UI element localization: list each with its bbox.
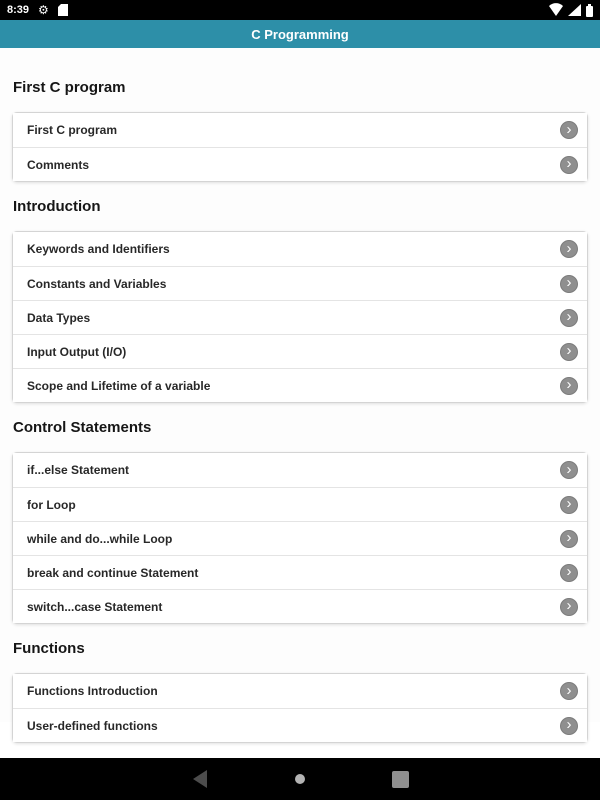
battery-icon: [586, 4, 593, 17]
list-item[interactable]: [13, 300, 587, 334]
chevron-right-icon: ›: [560, 309, 578, 327]
list-item-label: break and continue Statement: [27, 565, 199, 580]
app-bar: [0, 20, 600, 48]
list-item[interactable]: [13, 487, 587, 521]
list-item[interactable]: [13, 674, 587, 708]
status-time: 8:39: [7, 4, 30, 16]
list-group: [12, 452, 588, 624]
cellular-signal-icon: [568, 4, 581, 16]
list-item-label: Keywords and Identifiers: [27, 242, 170, 256]
status-bar-left: [7, 4, 68, 16]
chevron-right-icon: ›: [560, 121, 578, 139]
chevron-right-icon: ›: [560, 496, 578, 514]
list-item[interactable]: [13, 368, 587, 402]
sim-card-icon: [58, 4, 68, 16]
list-item-label: First C program: [27, 123, 118, 137]
content-scroll-area[interactable]: [0, 48, 600, 733]
home-icon: [295, 774, 305, 784]
list-item-label: while and do...while Loop: [27, 531, 173, 546]
status-bar: [0, 0, 600, 20]
list-item[interactable]: [13, 334, 587, 368]
list-item[interactable]: [13, 113, 587, 147]
gear-icon: ⚙: [38, 3, 49, 17]
list-item[interactable]: [13, 589, 587, 623]
list-item-label: Input Output (I/O): [27, 344, 127, 359]
list-item-label: Constants and Variables: [27, 276, 167, 291]
section-title: Control Statements: [13, 419, 152, 436]
list-item[interactable]: [13, 521, 587, 555]
chevron-right-icon: ›: [560, 377, 578, 395]
section-title: Functions: [13, 640, 85, 657]
home-button[interactable]: [250, 774, 350, 784]
section-title: First C program: [13, 79, 126, 96]
list-item[interactable]: [13, 555, 587, 589]
recents-button[interactable]: [350, 771, 450, 788]
chevron-right-icon: ›: [560, 461, 578, 479]
list-item-label: for Loop: [27, 497, 76, 512]
list-item-label: Functions Introduction: [27, 684, 158, 698]
list-item-label: switch...case Statement: [27, 599, 163, 614]
list-group: [12, 231, 588, 403]
chevron-right-icon: ›: [560, 598, 578, 616]
list-group: [12, 112, 588, 182]
chevron-right-icon: ›: [560, 240, 578, 258]
list-item-label: Data Types: [27, 310, 91, 325]
chevron-right-icon: ›: [560, 156, 578, 174]
navigation-bar: [0, 758, 600, 800]
chevron-right-icon: ›: [560, 343, 578, 361]
chevron-right-icon: ›: [560, 717, 578, 735]
list-item[interactable]: [13, 708, 587, 742]
chevron-right-icon: ›: [560, 275, 578, 293]
list-item[interactable]: [13, 232, 587, 266]
back-icon: [193, 770, 207, 788]
chevron-right-icon: ›: [560, 530, 578, 548]
list-item-label: Scope and Lifetime of a variable: [27, 378, 211, 393]
page-title: C Programming: [251, 26, 349, 42]
section-title: Introduction: [13, 198, 101, 215]
list-item[interactable]: [13, 147, 587, 181]
chevron-right-icon: ›: [560, 682, 578, 700]
recents-icon: [392, 771, 409, 788]
list-item-label: if...else Statement: [27, 463, 130, 477]
list-item[interactable]: [13, 266, 587, 300]
list-item-label: User-defined functions: [27, 718, 158, 733]
status-bar-right: [549, 4, 593, 17]
chevron-right-icon: ›: [560, 564, 578, 582]
wifi-icon: [549, 4, 563, 16]
list-group: [12, 673, 588, 743]
list-item-label: Comments: [27, 157, 90, 172]
back-button[interactable]: [150, 770, 250, 788]
list-item[interactable]: [13, 453, 587, 487]
